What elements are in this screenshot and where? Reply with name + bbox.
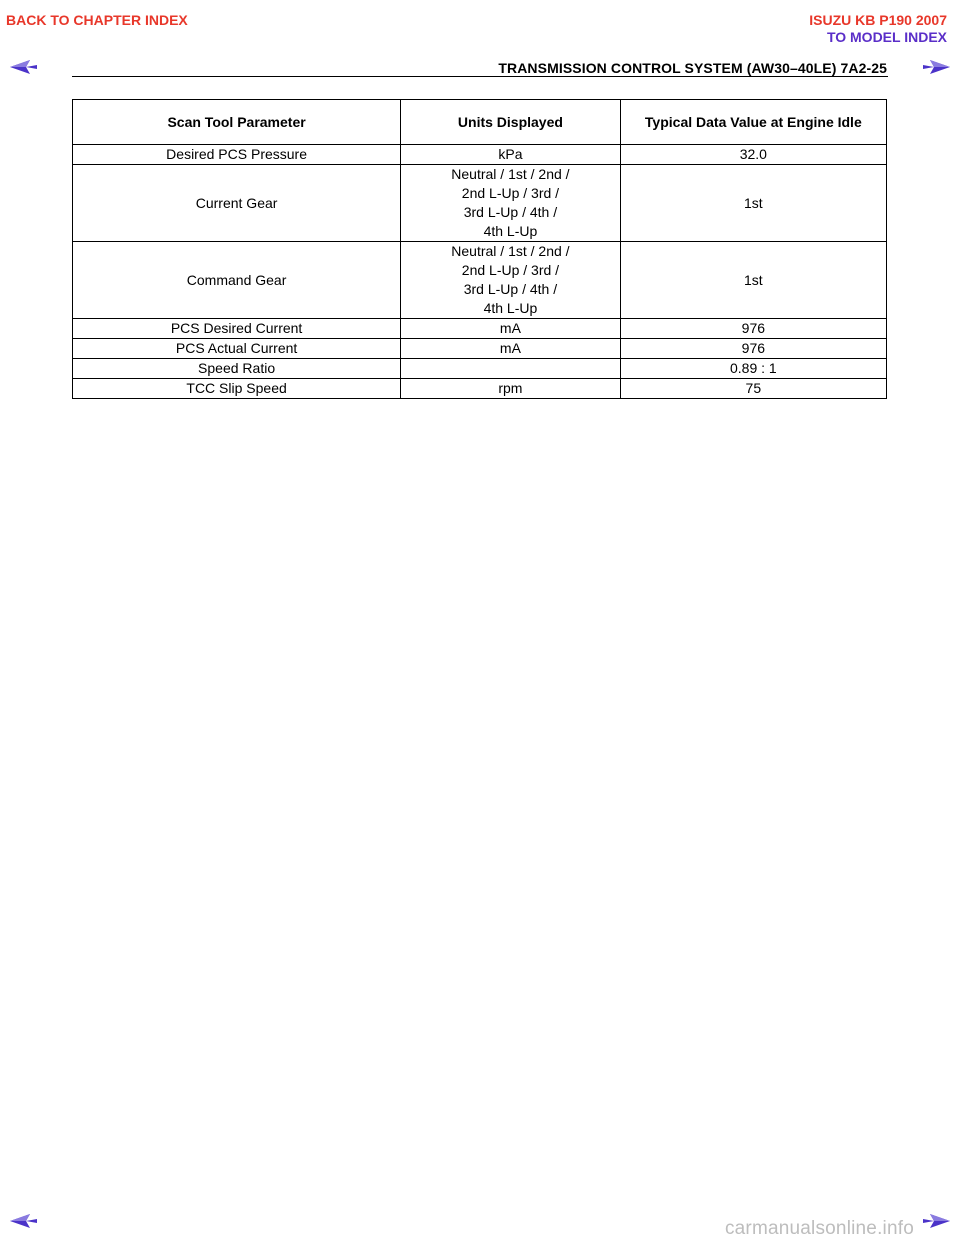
units-line: 4th L-Up <box>483 300 538 316</box>
units-cell: mA <box>401 319 621 339</box>
parameter-cell: TCC Slip Speed <box>73 379 401 399</box>
parameter-cell: Current Gear <box>73 165 401 242</box>
value-cell: 1st <box>620 242 886 319</box>
units-line: 4th L-Up <box>483 223 538 239</box>
units-line: 2nd L-Up / 3rd / <box>461 185 560 201</box>
units-cell: rpm <box>401 379 621 399</box>
value-cell: 976 <box>620 339 886 359</box>
to-model-index-link[interactable]: TO MODEL INDEX <box>826 29 947 45</box>
column-header-parameter: Scan Tool Parameter <box>73 100 401 145</box>
units-cell: kPa <box>401 145 621 165</box>
scan-tool-data-table <box>72 99 887 399</box>
parameter-cell: Command Gear <box>73 242 401 319</box>
parameter-cell: PCS Actual Current <box>73 339 401 359</box>
column-header-units: Units Displayed <box>401 100 621 145</box>
page-header-title: TRANSMISSION CONTROL SYSTEM (AW30–40LE) 7A2-25 <box>498 60 887 76</box>
model-header <box>809 12 947 46</box>
prev-page-arrow-icon[interactable] <box>8 1212 38 1230</box>
table-row <box>73 379 887 399</box>
table-row <box>73 339 887 359</box>
parameter-cell: PCS Desired Current <box>73 319 401 339</box>
parameter-cell: Desired PCS Pressure <box>73 145 401 165</box>
value-cell: 0.89 : 1 <box>620 359 886 379</box>
units-line: 3rd L-Up / 4th / <box>463 281 558 297</box>
next-page-arrow-icon[interactable] <box>922 1212 952 1230</box>
value-cell: 976 <box>620 319 886 339</box>
watermark: carmanualsonline.info <box>724 1218 914 1239</box>
parameter-cell: Speed Ratio <box>73 359 401 379</box>
table-row <box>73 145 887 165</box>
column-header-typical-value: Typical Data Value at Engine Idle <box>620 100 886 145</box>
units-cell <box>401 242 621 319</box>
prev-page-arrow-icon[interactable] <box>8 58 38 76</box>
back-to-chapter-index-link[interactable]: BACK TO CHAPTER INDEX <box>6 12 188 28</box>
units-line: Neutral / 1st / 2nd / <box>451 243 570 259</box>
header-divider <box>72 76 888 77</box>
units-cell <box>401 165 621 242</box>
next-page-arrow-icon[interactable] <box>922 58 952 76</box>
table-row <box>73 165 887 242</box>
model-title: ISUZU KB P190 2007 <box>809 12 947 28</box>
value-cell: 75 <box>620 379 886 399</box>
units-line: Neutral / 1st / 2nd / <box>451 166 570 182</box>
table-row <box>73 242 887 319</box>
units-line: 2nd L-Up / 3rd / <box>461 262 560 278</box>
table-row <box>73 359 887 379</box>
table-row <box>73 319 887 339</box>
units-line: 3rd L-Up / 4th / <box>463 204 558 220</box>
value-cell: 32.0 <box>620 145 886 165</box>
units-cell: mA <box>401 339 621 359</box>
units-cell <box>401 359 621 379</box>
value-cell: 1st <box>620 165 886 242</box>
table-header-row <box>73 100 887 145</box>
